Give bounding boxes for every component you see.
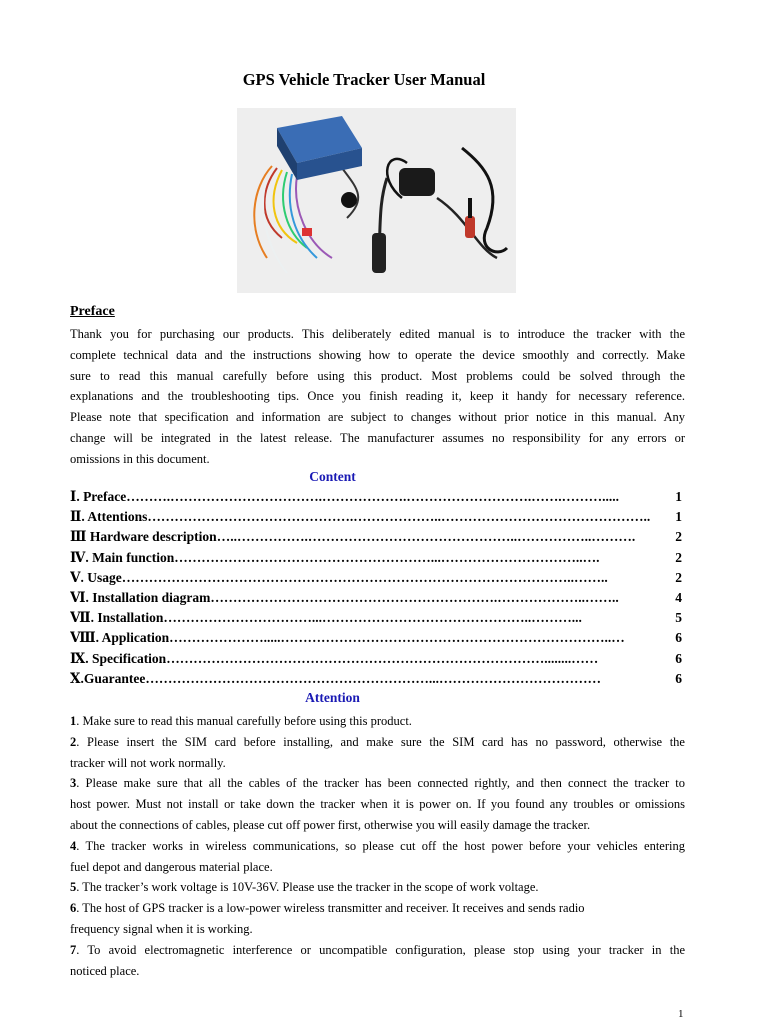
attention-item-text: noticed place. xyxy=(70,963,140,978)
preface-line: sure to read this manual carefully before using this product. Most problems could be solved through the xyxy=(70,368,685,383)
attention-line xyxy=(70,836,685,857)
preface-line: explanations and the troubleshooting tips. Once you finish reading it, keep it handy for necessary reference. xyxy=(70,389,685,404)
page-number: 1 xyxy=(678,1008,684,1020)
toc-item-leader: …..…………….………………………………………..……………..………. xyxy=(216,529,636,545)
attention-item-text: . The tracker works in wireless communications, so please cut off the host power before your vehicles entering xyxy=(76,838,685,853)
attention-line xyxy=(70,815,685,836)
attention-list xyxy=(70,711,685,981)
gps-tracker-kit-image xyxy=(237,108,516,293)
toc-item-page: 6 xyxy=(675,650,682,666)
product-photo xyxy=(237,108,516,293)
table-of-contents xyxy=(70,487,682,689)
toc-item-label: Ⅷ. Application xyxy=(70,630,170,646)
toc-item-page: 2 xyxy=(675,549,682,565)
toc-item xyxy=(70,487,682,507)
toc-item-page: 6 xyxy=(675,630,682,646)
attention-item-text: . To avoid electromagnetic interference or uncompatible configuration, please stop using your tracker in the xyxy=(76,942,685,957)
toc-item-page: 2 xyxy=(675,529,682,545)
attention-item-number: 5 xyxy=(70,880,77,895)
attention-item-number: 6 xyxy=(70,901,77,916)
attention-line xyxy=(70,732,685,753)
toc-item xyxy=(70,608,682,628)
attention-line xyxy=(70,711,685,732)
toc-item-label: Ⅸ. Specification xyxy=(70,650,167,666)
content-heading: Content xyxy=(309,469,356,484)
attention-item-text: . Please insert the SIM card before installing, and make sure the SIM card has no password, otherwise the xyxy=(76,734,685,749)
preface-line: complete technical data and the instructions showing how to operate the device smoothly and correctly. Make xyxy=(70,347,685,362)
preface-line: change will be integrated in the latest release. The manufacturer assumes no responsibility for any errors or xyxy=(70,430,685,445)
attention-line xyxy=(70,898,685,919)
document-title: GPS Vehicle Tracker User Manual xyxy=(242,70,486,89)
attention-item-number: 4 xyxy=(70,838,77,853)
toc-item-page: 1 xyxy=(675,509,682,525)
preface-line: Please note that specification and information are subject to changes without prior notice in this manual. Any xyxy=(70,410,685,425)
attention-item-text: tracker will not work normally. xyxy=(70,755,226,770)
attention-item-text: . The tracker’s work voltage is 10V-36V. Please use the tracker in the scope of work voltage. xyxy=(76,880,539,895)
attention-item-number: 3 xyxy=(70,776,77,791)
toc-item-label: Ⅳ. Main function xyxy=(70,549,175,565)
attention-heading: Attention xyxy=(305,690,360,705)
attention-line xyxy=(70,961,685,982)
toc-item-leader: …………………………………………………...…………………………..…. xyxy=(174,549,600,565)
attention-line xyxy=(70,877,685,898)
attention-item-number: 2 xyxy=(70,734,77,749)
toc-item-leader: …………………………………………………………………………........…… xyxy=(166,650,599,666)
toc-item xyxy=(70,588,682,608)
attention-item-text: host power. Must not install or take down the tracker when it is power on. If you found any troubles or omissions xyxy=(70,797,685,812)
toc-item-label: Ⅶ. Installation xyxy=(70,610,164,626)
attention-item-number: 1 xyxy=(70,714,77,728)
attention-line xyxy=(70,940,685,961)
attention-item-number: 7 xyxy=(70,942,77,957)
toc-item-page: 1 xyxy=(675,489,682,505)
toc-item-leader: ………………………………………………………………………………………..…….. xyxy=(121,569,608,585)
toc-item-leader: ………………………………………………………...……………………………… xyxy=(145,670,601,686)
toc-item-label: Ⅲ Hardware description xyxy=(70,529,217,545)
attention-item-text: frequency signal when it is working. xyxy=(70,921,253,936)
toc-item xyxy=(70,548,682,568)
attention-item-text: . Please make sure that all the cables of the tracker has been connected rightly, and then connect the tracker to xyxy=(76,776,685,791)
toc-item xyxy=(70,669,682,689)
toc-item-page: 5 xyxy=(675,610,682,626)
attention-line xyxy=(70,857,685,878)
toc-item-leader: ………………….....………………………………………………………………..… xyxy=(169,630,625,646)
toc-item-page: 4 xyxy=(675,590,682,606)
preface-paragraph xyxy=(70,324,685,470)
attention-item-text: fuel depot and dangerous material place. xyxy=(70,859,273,874)
toc-item-leader: ……………………………...………………………………………..………... xyxy=(163,610,582,626)
toc-item xyxy=(70,568,682,588)
toc-item-leader: ……….…………………………….……………….……………………….…….………..... xyxy=(126,489,620,505)
toc-item xyxy=(70,649,682,669)
attention-line xyxy=(70,794,685,815)
attention-item-text: . The host of GPS tracker is a low-power wireless transmitter and receiver. It receives and sends radio xyxy=(76,901,585,916)
toc-item-leader: ……………………………………….………………..……………………………………….. xyxy=(147,509,651,525)
toc-item-label: Ⅱ. Attentions xyxy=(70,509,148,525)
toc-item-page: 6 xyxy=(675,670,682,686)
toc-item-label: Ⅰ. Preface xyxy=(70,489,127,505)
toc-item-label: Ⅴ. Usage xyxy=(70,569,122,585)
preface-line: Thank you for purchasing our products. This deliberately edited manual is to introduce the tracker with the xyxy=(70,327,685,341)
toc-item-label: Ⅹ.Guarantee xyxy=(70,670,146,686)
attention-item-text: about the connections of cables, please cut off power first, otherwise you will easily damage the tracker. xyxy=(70,817,591,832)
toc-item-leader: ……………………………………………………….………………..…….. xyxy=(210,590,619,606)
toc-item xyxy=(70,628,682,648)
preface-heading: Preface xyxy=(70,304,115,319)
preface-line: omissions in this document. xyxy=(70,451,210,466)
attention-line xyxy=(70,773,685,794)
attention-line xyxy=(70,753,685,774)
attention-item-text: . Make sure to read this manual carefully before using this product. xyxy=(76,714,412,728)
toc-item-label: Ⅵ. Installation diagram xyxy=(70,590,211,606)
attention-line xyxy=(70,919,685,940)
toc-item xyxy=(70,507,682,527)
toc-item xyxy=(70,527,682,547)
toc-item-page: 2 xyxy=(675,569,682,585)
